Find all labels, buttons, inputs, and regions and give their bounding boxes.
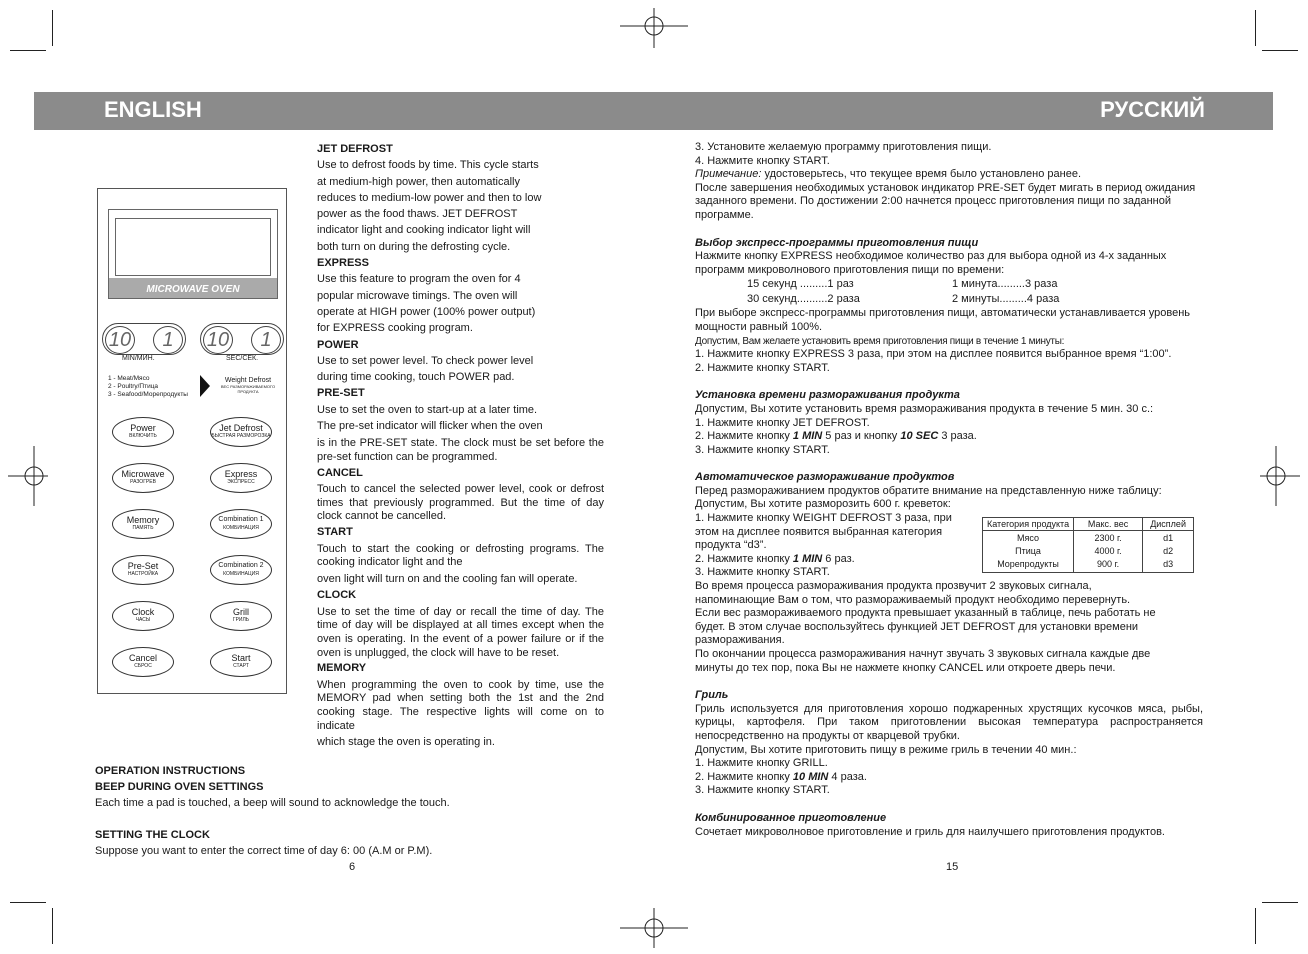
crop-mark	[52, 10, 53, 46]
crop-mark	[52, 908, 53, 944]
arrow-icon	[200, 375, 210, 397]
memory-button[interactable]: Memory ПАМЯТЬ	[112, 509, 174, 539]
header-russian: РУССКИЙ	[1100, 97, 1205, 122]
timer-sec: 10 1	[200, 323, 284, 355]
start-button[interactable]: Start СТАРТ	[210, 647, 272, 677]
crop-mark	[1255, 908, 1256, 944]
timer-min: 10 1	[102, 323, 186, 355]
page-number-left: 6	[349, 861, 356, 873]
display-screen	[115, 218, 271, 276]
operation-instructions: OPERATION INSTRUCTIONS BEEP DURING OVEN SETTINGS Each time a pad is touched, a beep will sound to acknowledge the touch. SETTING THE CLOCK Suppose you want to enter the correct time of day 6: 00 (A.M or P.M).	[95, 765, 450, 857]
weight-category-list: 1 - Meat/Мясо 2 - Poultry/Птица 3 - Seafood/Морепродукты	[108, 375, 188, 398]
registration-mark-icon	[8, 446, 48, 506]
crop-mark	[1262, 50, 1298, 51]
russian-instructions: 3. Установите желаемую программу приготовления пищи. 4. Нажмите кнопку START. Примечание: удостоверьтесь, что текущее время было установлено ранее. После завершения необходимых установок индикатор PRE-SET будет мигать в период ожидания заданного времени. По достижении 2:00 начнется процесс приготовления пищи по заданной программе. Выбор экспресс-программы приготовления пищи Нажмите кнопку EXPRESS необходимое количество раз для выбора одной из 4-х заданных программ микроволнового приготовления пищи по времени: 15 секунд .........1 раз 1 минута.........3 раза 30 секунд..........2 раза 2 минуты.........4 раза При выборе экспресс-программы приготовления пищи, автоматически устанавливается уровень мощности равный 100%. Допустим, Вам желаете установить время приготовления пищи в течение 1 минуты: 1. Нажмите кнопку EXPRESS 3 раза, при этом на дисплее появится выбранное время “1:00”. 2. Нажмите кнопку START. Установка времени размораживания продукта Допустим, Вы хотите установить время размораживания продукта в течение 5 мин. 30 с.: 1. Нажмите кнопку JET DEFROST. 2. Нажмите кнопку 1 MIN 5 раз и кнопку 10 SEC 3 раза. 3. Нажмите кнопку START. Автоматическое размораживание продуктов Перед размораживанием продуктов обратите внимание на представленную ниже таблицу: Допустим, Вы хотите разморозить 600 г. креветок: 1. Нажмите кнопку WEIGHT DEFROST 3 раза, при этом на дисплее появится выбранная категория продукта “d3”. 2. Нажмите кнопку 1 MIN 6 раз. 3. Нажмите кнопку START. Во время процесса размораживания продукта прозвучит 2 звуковых сигнала, напоминающие Вам о том, что размораживаемый продукт необходимо перевернуть. Если вес размораживаемого продукта превышает указанный в таблице, печь работать не будет. В этом случае воспользуйтесь функцией JET DEFROST для установки времени размораживания. По окончании процесса размораживания начнут звучать 3 звуковых сигнала каждые две минуты до тех пор, пока Вы не нажмете кнопку CANCEL или откроете дверь печи. Гриль Гриль используется для приготовления хорошо поджаренных хрустящих кусочков мяса, рыбы, курицы, картофеля. При таком приготовлении высокая температура распространяется непосредственно на продукты от кварцевой трубки. Допустим, Вы хотите приготовить пищу в режиме гриль в течении 40 мин.: 1. Нажмите кнопку GRILL. 2. Нажмите кнопку 10 MIN 4 раза. 3. Нажмите кнопку START. Комбинированное приготовление Сочетает микроволновое приготовление и гриль для наилучшего приготовления продуктов.	[695, 141, 1203, 838]
registration-mark-icon	[620, 8, 688, 48]
section-title: EXPRESS	[317, 257, 369, 270]
registration-mark-icon	[620, 908, 688, 948]
timer-sec-label: SEC/СЕК.	[226, 355, 259, 362]
section-title: JET DEFROST	[317, 143, 393, 155]
registration-mark-icon	[1260, 446, 1300, 506]
crop-mark	[10, 50, 46, 51]
pre-set-button[interactable]: Pre-Set НАСТРОЙКА	[112, 555, 174, 585]
section-title: CANCEL	[317, 466, 363, 479]
express-button[interactable]: Express ЭКСПРЕСС	[210, 463, 272, 493]
section-title: START	[317, 525, 353, 538]
timer-min-label: MIN/МИН.	[122, 355, 155, 362]
display-label: MICROWAVE OVEN	[146, 284, 240, 295]
header-english: ENGLISH	[104, 97, 202, 122]
defrost-weight-table: Категория продукта Макс. вес Дисплей Мясо Птица Морепродукты 2300 г. 4000 г. 900 г. d1 d2 d3	[982, 517, 1194, 573]
jet-defrost-button[interactable]: Jet Defrost БЫСТРАЯ РАЗМОРОЗКА	[210, 417, 272, 447]
display-window	[108, 209, 278, 299]
weight-defrost-button[interactable]: Weight Defrost ВЕС РАЗМОРАЖИВАЕМОГО ПРОДУКТА	[220, 377, 276, 394]
grill-button[interactable]: Grill ГРИЛЬ	[210, 601, 272, 631]
page-number-right: 15	[946, 861, 959, 873]
english-feature-descriptions: JET DEFROST Use to defrost foods by time. This cycle starts at medium-high power, then automatically reduces to medium-low power and then to low power as the food thaws. JET DEFROST indicator light and cooking indicator light will both turn on during the defrosting cycle. EXPRESS Use this feature to program the oven for 4 popular microwave timings. The oven will operate at HIGH power (100% power output) for EXPRESS cooking program. POWER Use to set power level. To check power level during time cooking, touch POWER pad. PRE-SET Use to set the oven to start-up at a later time. The pre-set indicator will flicker when the oven is in the PRE-SET state. The clock must be set before the pre-set function can be programmed. CANCEL Touch to cancel the selected power level, cook or defrost times that previously programmed. But the time of day clock cannot be cancelled. START Touch to start the cooking or defrosting programs. The cooking indicator light and the oven light will turn on and the cooling fan will operate. CLOCK Use to set the time of day or recall the time of day. The time of day will be displayed at all times except when the oven is operating. In the event of a power failure or if the oven is unplugged, the clock will have to be reset. MEMORY When programming the oven to cook by time, use the MEMORY pad when setting both the 1st and the 2nd cooking stage. The respective lights will come on to indicate which stage the oven is operating in.	[317, 143, 604, 749]
clock-button[interactable]: Clock ЧАСЫ	[112, 601, 174, 631]
microwave-button[interactable]: Microwave РАЗОГРЕВ	[112, 463, 174, 493]
crop-mark	[1255, 10, 1256, 46]
express-times-table: 15 секунд .........1 раз 1 минута.........3 раза 30 секунд..........2 раза 2 минуты.........4 раза	[747, 278, 1060, 306]
section-title: PRE-SET	[317, 387, 365, 400]
header-bar	[34, 92, 1273, 130]
crop-mark	[10, 902, 46, 903]
combination-2-button[interactable]: Combination 2 КОМБИНАЦИЯ	[210, 555, 272, 585]
crop-mark	[1262, 902, 1298, 903]
control-panel	[97, 188, 287, 694]
combination-1-button[interactable]: Combination 1 КОМБИНАЦИЯ	[210, 509, 272, 539]
power-button[interactable]: Power ВКЛЮЧИТЬ	[112, 417, 174, 447]
cancel-button[interactable]: Cancel СБРОС	[112, 647, 174, 677]
section-title: POWER	[317, 338, 359, 351]
section-title: CLOCK	[317, 589, 357, 602]
section-title: MEMORY	[317, 662, 367, 675]
